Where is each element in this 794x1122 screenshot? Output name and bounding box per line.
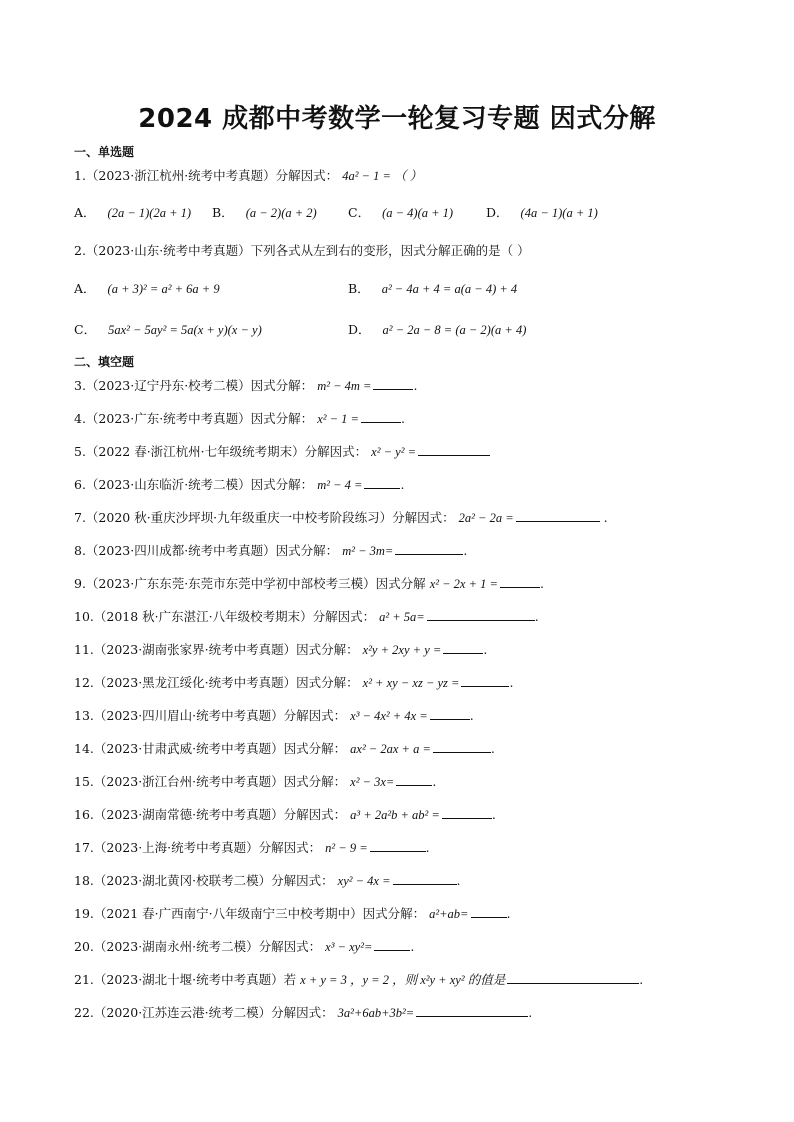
section-heading-single-choice: 一、单选题	[74, 145, 135, 159]
answer-blank[interactable]	[443, 641, 483, 654]
question-14: 14.（2023·甘肃武威·统考中考真题）因式分解： ax² − 2ax + a = .	[74, 741, 495, 756]
question-7: 7.（2020 秋·重庆沙坪坝·九年级重庆一中校考阶段练习）分解因式： 2a² − 2a = .	[74, 510, 608, 525]
answer-blank[interactable]	[500, 575, 540, 588]
q1-option-a[interactable]: A． (2a − 1)(2a + 1)	[74, 205, 192, 220]
answer-blank[interactable]	[427, 608, 535, 621]
answer-blank[interactable]	[370, 839, 426, 852]
section-heading-fill-blank: 二、填空题	[74, 355, 135, 369]
answer-blank[interactable]	[442, 806, 492, 819]
question-17: 17.（2023·上海·统考中考真题）分解因式： n² − 9 = .	[74, 840, 430, 855]
question-1-math: 4a² − 1 = （ ）	[342, 169, 423, 183]
question-20: 20.（2023·湖南永州·统考二模）分解因式： x³ − xy²= .	[74, 939, 415, 954]
question-4: 4.（2023·广东·统考中考真题）因式分解： x² − 1 = .	[74, 411, 405, 426]
answer-blank[interactable]	[471, 905, 507, 918]
question-21: 21.（2023·湖北十堰·统考中考真题）若 x + y = 3 ，y = 2 ，则 x²y + xy² 的值是 .	[74, 972, 644, 987]
q1-option-c[interactable]: C． (a − 4)(a + 1)	[348, 205, 454, 220]
page-title: 2024 成都中考数学一轮复习专题 因式分解	[138, 104, 656, 134]
question-3: 3.（2023·辽宁丹东·校考二模）因式分解： m² − 4m = .	[74, 378, 418, 393]
q2-option-a[interactable]: A． (a + 3)² = a² + 6a + 9	[74, 281, 220, 296]
answer-blank[interactable]	[395, 542, 463, 555]
question-11: 11.（2023·湖南张家界·统考中考真题）因式分解： x²y + 2xy + y = .	[74, 642, 488, 657]
question-12: 12.（2023·黑龙江绥化·统考中考真题）因式分解： x² + xy − xz − yz = .	[74, 675, 514, 690]
answer-blank[interactable]	[507, 971, 639, 984]
question-8: 8.（2023·四川成都·统考中考真题）因式分解： m² − 3m= .	[74, 543, 468, 558]
answer-blank[interactable]	[461, 674, 509, 687]
question-22: 22.（2020·江苏连云港·统考二模）分解因式： 3a²+6ab+3b²= .	[74, 1005, 533, 1020]
question-16: 16.（2023·湖南常德·统考中考真题）分解因式： a³ + 2a²b + ab² = .	[74, 807, 496, 822]
question-18: 18.（2023·湖北黄冈·校联考二模）分解因式： xy² − 4x = .	[74, 873, 461, 888]
q2-option-d[interactable]: D． a² − 2a − 8 = (a − 2)(a + 4)	[348, 322, 527, 337]
answer-blank[interactable]	[516, 509, 600, 522]
question-6: 6.（2023·山东临沂·统考二模）因式分解： m² − 4 = .	[74, 477, 405, 492]
question-15: 15.（2023·浙江台州·统考中考真题）因式分解： x² − 3x= .	[74, 774, 437, 789]
question-1	[74, 166, 422, 184]
answer-blank[interactable]	[364, 476, 400, 489]
q1-option-b[interactable]: B． (a − 2)(a + 2)	[212, 205, 317, 220]
answer-blank[interactable]	[416, 1004, 528, 1017]
q2-option-b[interactable]: B． a² − 4a + 4 = a(a − 4) + 4	[348, 281, 518, 296]
answer-blank[interactable]	[396, 773, 432, 786]
question-9: 9.（2023·广东东莞·东莞市东莞中学初中部校考三模）因式分解 x² − 2x + 1 = .	[74, 576, 544, 591]
question-5: 5.（2022 春·浙江杭州·七年级统考期末）分解因式： x² − y² =	[74, 442, 490, 460]
question-19: 19.（2021 春·广西南宁·八年级南宁三中校考期中）因式分解： a²+ab= .	[74, 906, 511, 921]
question-2-text: 2.（2023·山东·统考中考真题）下列各式从左到右的变形，因式分解正确的是（ ）	[74, 243, 530, 258]
question-2	[74, 241, 530, 259]
answer-blank[interactable]	[361, 410, 401, 423]
answer-blank[interactable]	[373, 377, 413, 390]
answer-blank[interactable]	[433, 740, 491, 753]
answer-blank[interactable]	[374, 938, 410, 951]
q1-option-d[interactable]: D． (4a − 1)(a + 1)	[486, 205, 598, 220]
answer-blank[interactable]	[418, 443, 490, 456]
question-10: 10.（2018 秋·广东湛江·八年级校考期末）分解因式： a² + 5a= .	[74, 609, 539, 624]
question-13: 13.（2023·四川眉山·统考中考真题）分解因式： x³ − 4x² + 4x = .	[74, 708, 474, 723]
question-1-text: 1.（2023·浙江杭州·统考中考真题）分解因式：	[74, 168, 339, 183]
answer-blank[interactable]	[393, 872, 457, 885]
answer-blank[interactable]	[430, 707, 470, 720]
q2-option-c[interactable]: C． 5ax² − 5ay² = 5a(x + y)(x − y)	[74, 322, 262, 337]
